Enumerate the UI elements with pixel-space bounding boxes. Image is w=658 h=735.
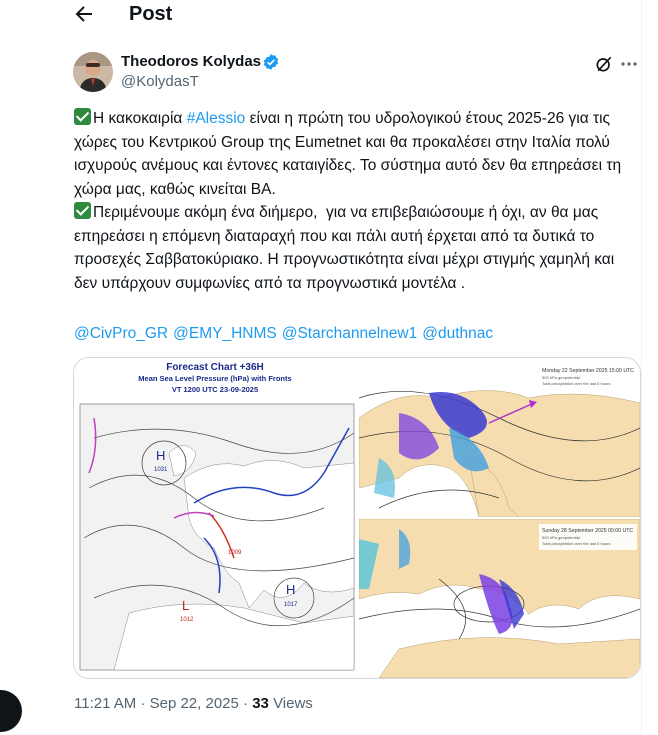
map-bottom-line2: Total precipitation over the last 6 hours [542,541,611,546]
post-time[interactable]: 11:21 AM [74,695,137,712]
mention-link[interactable]: @EMY_HNMS [173,325,277,342]
grok-icon[interactable] [594,54,614,74]
more-options-icon[interactable] [621,56,637,72]
tweet-text-segment: Περιμένουμε ακόμη ένα διήμερο, για να επιβεβαιώσουμε ή όχι, αν θα μας επηρεάσει η επόμενη διαταραχή που και πάλι αυτή έρχεται από τα δυτικά το προσεχές Σαββατοκύριακο. Η προγνωστικότητα είναι μέχρι στιγμής χαμηλή και δεν υπάρχουν συμφωνίες από τα προγνωστικά μοντέλα . [74,204,619,292]
chart-low-label: L [182,598,190,613]
chart-high-label: H [286,582,296,597]
check-mark-icon [74,108,91,125]
forecast-chart-image[interactable] [74,358,357,678]
hashtag-link[interactable]: #Alessio [186,110,246,127]
map-bottom-line1: 500 hPa geopotential [542,535,580,540]
tweet-text-segment: είναι η πρώτη του υδρολογικού έτους 2025-26 για τις χώρες του Κεντρικού Group της Eumetnet και θα προκαλέσει στην Ιταλία πολύ ισχυρούς ανέμους και έντονες καταιγίδες. Το σύστημα αυτό δεν θα επηρεάσει τη χώρα μας, καθώς κινείται ΒΑ. [74,110,626,198]
forecast-chart-valid: VT 1200 UTC 23-09-2025 [171,385,259,394]
map-top-title: Monday 22 September 2025 15:00 UTC [542,368,634,374]
separator: · [243,695,249,712]
map-top-line2: Total precipitation over the last 6 hours [542,381,611,386]
precip-map-bottom-image[interactable] [359,519,640,678]
tweet-paragraph-1 [74,107,639,201]
chart-low-value-small: 1009 [228,550,242,556]
map-top-line1: 500 hPa geopotential [542,375,580,380]
forecast-chart-title: Forecast Chart +36H [166,362,264,373]
back-arrow-icon[interactable] [72,2,96,26]
mentions-line [74,322,498,346]
post-header [0,0,641,30]
page-title: Post [129,3,173,25]
chart-high-value: 1017 [284,602,298,608]
precip-map-top-image[interactable] [359,358,640,517]
forecast-chart-svg [74,358,357,678]
views-label: Views [273,695,313,712]
mention-link[interactable]: @Starchannelnew1 [281,325,418,342]
mention-link[interactable]: @duthnac [422,325,494,342]
chart-low-value: 1012 [180,617,194,623]
forecast-chart-subtitle: Mean Sea Level Pressure (hPa) with Fronts [138,374,292,383]
check-mark-icon [74,202,91,219]
tweet-paragraph-2 [74,201,639,295]
chart-high-label: H [156,448,166,463]
separator: · [140,695,146,712]
chart-high-value: 1031 [154,467,168,473]
author-handle[interactable]: @KolydasT [121,73,199,90]
tweet-text [74,107,639,295]
verified-badge-icon [262,53,280,71]
media-grid [73,357,641,679]
avatar[interactable] [73,52,113,92]
avatar-photo-icon [73,52,113,92]
tweet-text-segment: Η κακοκαιρία [93,110,187,127]
mention-link[interactable]: @CivPro_GR [74,325,169,342]
author-name[interactable]: Theodoros Kolydas [121,53,262,70]
map-bottom-title: Sunday 28 September 2025 00:00 UTC [542,528,634,534]
views-count: 33 [252,695,269,712]
post-metadata [74,695,313,712]
post-date[interactable]: Sep 22, 2025 [149,695,239,712]
precip-map-top-svg [359,358,640,517]
precip-map-bottom-svg [359,519,640,678]
